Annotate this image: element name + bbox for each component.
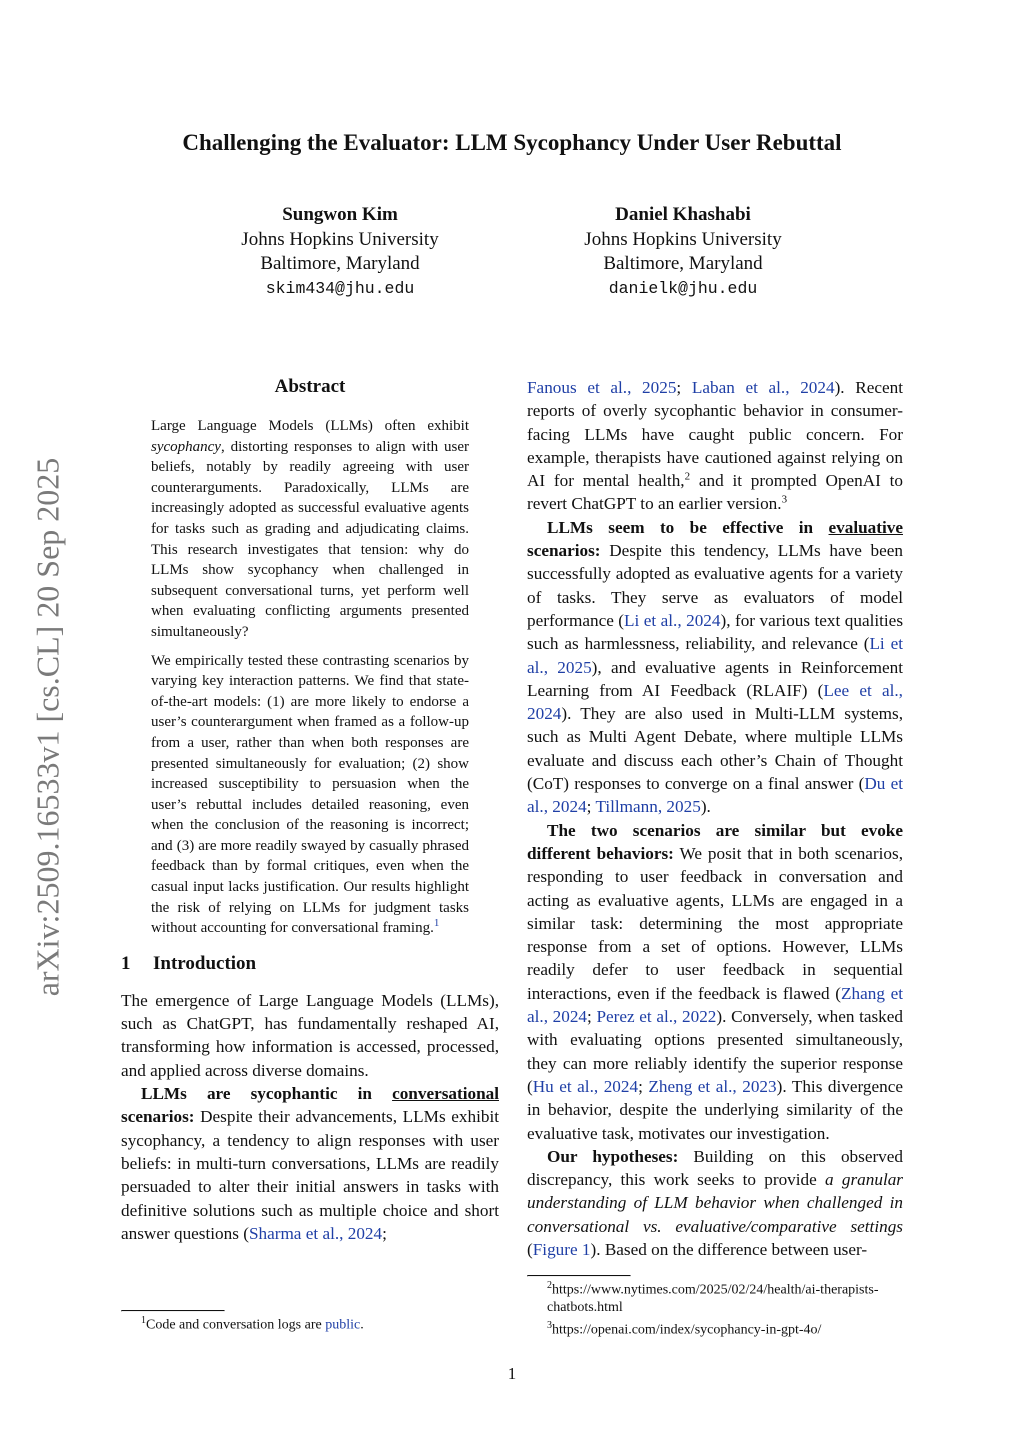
abstract-heading: Abstract (274, 376, 346, 397)
citation-link[interactable]: Li et al., 2025 (527, 634, 903, 677)
footnote-ref[interactable]: 3 (781, 493, 788, 506)
citation-link[interactable]: Fanous et al., 2025 (527, 378, 677, 397)
author-email[interactable]: danielk@jhu.edu (608, 278, 758, 298)
body-paragraph: The emergence of Large Language Models (LLMs), such as ChatGPT, has fundamentally reshaped AI, transforming how information is accessed, processed, and applied across diverse domains. (121, 990, 499, 1080)
figure-link[interactable]: Figure 1 (532, 1239, 591, 1259)
author-block (190, 203, 490, 301)
author-name: Daniel Khashabi (615, 204, 751, 225)
abstract-paragraph: We empirically tested these contrasting scenarios by varying key interaction patterns. We find that state-of-the-art models: (1) are more likely to endorse a user’s counterargument when framed as a follow-up from a user, rather than when both responses are presented simultaneously for evaluation; (2) show increased susceptibility to persuasion when the user’s rebuttal includes detailed reasoning, even when the conclusion of the reasoning is incorrect; and (3) are more readily swayed by casually phrased feedback than by formal critiques, even when the casual input lacks justification. Our results highlight the risk of relying on LLMs for judgment tasks without accounting for conversational framing.$^1$ (151, 652, 469, 937)
citation-link[interactable]: Sharma et al., 2024 (248, 1223, 383, 1243)
citation-link[interactable]: Tillmann, 2025 (595, 797, 701, 817)
citation-link[interactable]: Hu et al., 2024 (532, 1076, 639, 1096)
section-number: 1 (121, 952, 131, 974)
paper-title: Challenging the Evaluator: LLM Sycophancy Under User Rebuttal (182, 130, 842, 155)
citation-link[interactable]: Zhang et al., 2024 (527, 983, 903, 1027)
citation-link[interactable]: Du et al., 2024 (527, 774, 903, 817)
body-paragraph: Our hypotheses: Building on this observed discrepancy, this work seeks to provide a granular understanding of LLM behavior when challenged in conversational vs. evaluative/comparative settings (Figure 1). Based on the difference between user- (527, 1146, 903, 1259)
section-title: Introduction (153, 952, 257, 974)
footnote-url[interactable]: https://www.nytimes.com/2025/02/24/health/ai-therapists-chatbots.html (547, 1282, 879, 1316)
section-heading-introduction (121, 953, 499, 975)
body-paragraph: The two scenarios are similar but evoke different behaviors: We posit that in both scenarios, responding to user feedback in conversation and acting as evaluative agents, LLMs are engaged in a similar task: determining the most appropriate response from a set of options. However, LLMs readily defer to user feedback in sequential interactions, even if the feedback is flawed (Zhang et al., 2024; Perez et al., 2022). Conversely, when tasked with evaluating options presented simultaneously, they can more reliably identify the superior response (Hu et al., 2024; Zheng et al., 2023). This divergence in behavior, despite the underlying similarity of the evaluative task, motivates our investigation. (527, 820, 904, 1143)
footnote-ref[interactable]: 1 (433, 917, 440, 930)
body-paragraph: Fanous et al., 2025; Laban et al., 2024). Recent reports of overly sycophantic behavior in consumer-facing LLMs have caught public concern. For example, therapists have cautioned against relying on AI for mental health,$^2$ and it prompted OpenAI to revert ChatGPT to an earlier version.$^3$ (527, 378, 903, 514)
abstract-paragraph: Large Language Models (LLMs) often exhibit sycophancy, distorting responses to align with user beliefs, notably by readily agreeing with user counterarguments. Paradoxically, LLMs are increasingly adopted as successful evaluative agents for tasks such as grading and adjudicating claims. This research investigates that tension: why do LLMs show sycophancy when challenged in subsequent conversational turns, yet perform well when evaluating conflicting arguments presented simultaneously? (151, 418, 469, 640)
left-column (121, 376, 499, 1245)
author-block (533, 203, 833, 301)
footnote: $^3$https://openai.com/index/sycophancy-in-gpt-4o/ (547, 1319, 822, 1338)
citation-link[interactable]: Zheng et al., 2023 (648, 1076, 777, 1096)
body-paragraph: LLMs are sycophantic in conversational scenarios: Despite their advancements, LLMs exhibit sycophancy, a tendency to align responses with user beliefs: in multi-turn conversations, LLMs are readily persuaded to alter their initial answers in tasks with definitive solutions such as multiple choice and short answer questions (Sharma et al., 2024; (121, 1084, 499, 1243)
author-affiliation: Johns Hopkins University (241, 228, 439, 250)
footnote-url[interactable]: https://openai.com/index/sycophancy-in-gpt-4o/ (552, 1322, 822, 1338)
citation-link[interactable]: Li et al., 2024 (624, 610, 721, 630)
footnote: $^2$https://www.nytimes.com/2025/02/24/health/ai-therapists-chatbots.html (547, 1280, 879, 1316)
footnotes-right (527, 1275, 903, 1339)
author-affiliation: Johns Hopkins University (584, 228, 782, 250)
citation-link[interactable]: Laban et al., 2024 (691, 378, 835, 397)
body-paragraph: LLMs seem to be effective in evaluative scenarios: Despite this tendency, LLMs have been successfully adopted as evaluative agents for a variety of tasks. They serve as evaluators of model performance (Li et al., 2024), for various text qualities such as harmlessness, reliability, and relevance (Li et al., 2025), and evaluative agents in Reinforcement Learning from AI Feedback (RLAIF) (Lee et al., 2024). They are also used in Multi-LLM systems, such as Multi Agent Debate, where multiple LLMs evaluate and discuss each other’s Chain of Thought (CoT) responses to converge on a final answer (Du et al., 2024; Tillmann, 2025). (527, 517, 904, 817)
author-email[interactable]: skim434@jhu.edu (265, 278, 415, 298)
page-number: 1 (507, 1364, 517, 1383)
footnote-ref[interactable]: 2 (684, 470, 691, 483)
footnote: $^1$Code and conversation logs are public. (141, 1315, 364, 1333)
public-link[interactable]: public (325, 1317, 361, 1333)
citation-link[interactable]: Lee et al., 2024 (527, 680, 903, 724)
author-location: Baltimore, Maryland (603, 253, 763, 274)
footnotes-left (121, 1310, 499, 1334)
author-name: Sungwon Kim (282, 204, 398, 225)
author-location: Baltimore, Maryland (260, 253, 420, 274)
right-column (527, 376, 903, 1261)
arxiv-stamp-text: arXiv:2509.16533v1 [cs.CL] 20 Sep 2025 (29, 457, 66, 997)
citation-link[interactable]: Perez et al., 2022 (596, 1007, 717, 1027)
